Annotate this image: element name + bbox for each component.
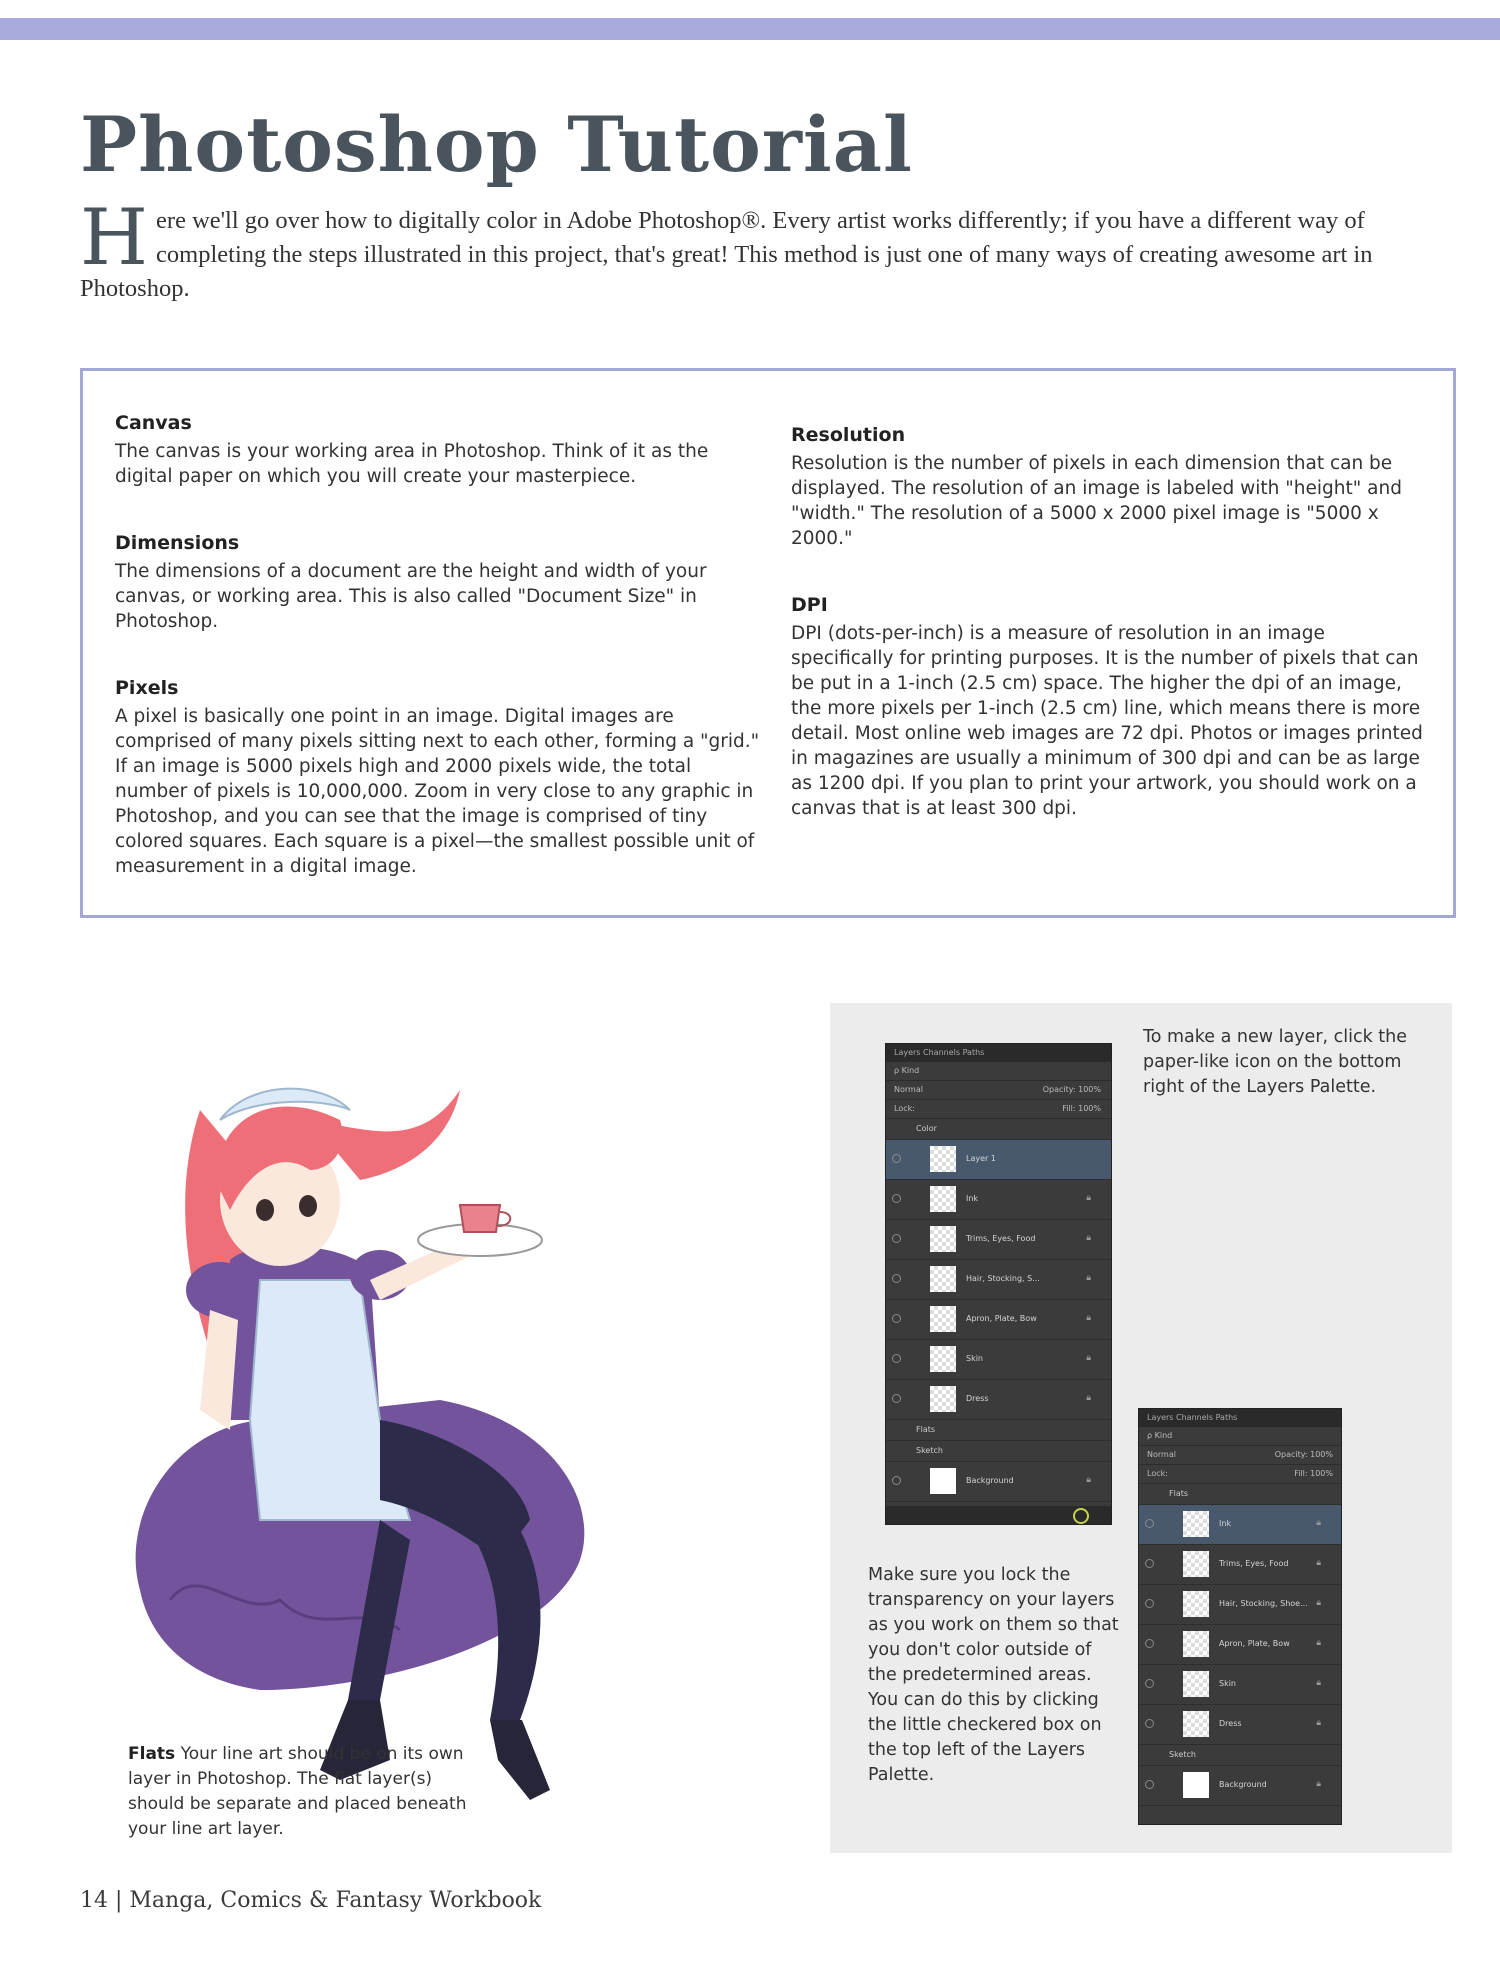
layers-palette-2 bbox=[1138, 1408, 1342, 1825]
lock-icon: 🔒︎ bbox=[1086, 1475, 1091, 1485]
lock-transparency-note: Make sure you lock the transparency on your layers as you work on them so that you don't color outside of the predetermined areas. You can do this by clicking the little checkered box on the top left of the Layers Palette. bbox=[868, 1565, 1119, 1785]
background-layer-row[interactable] bbox=[1139, 1766, 1341, 1806]
new-layer-icon[interactable] bbox=[1073, 1508, 1089, 1524]
layer-row[interactable] bbox=[1139, 1625, 1341, 1665]
eye-icon[interactable] bbox=[1145, 1780, 1154, 1789]
lock-icon: 🔒︎ bbox=[1316, 1638, 1321, 1648]
layer-name: Apron, Plate, Bow bbox=[1219, 1639, 1290, 1648]
palette-tabs[interactable]: Layers Channels Paths bbox=[886, 1044, 1111, 1062]
layer-thumbnail bbox=[1183, 1772, 1209, 1798]
layer-row[interactable] bbox=[886, 1340, 1111, 1380]
layer-name: Skin bbox=[1219, 1679, 1237, 1688]
lock-icon: 🔒︎ bbox=[1086, 1393, 1091, 1403]
lock-row bbox=[886, 1100, 1111, 1119]
layer-name: Dress bbox=[1219, 1719, 1242, 1728]
layer-name: Hair, Stocking, Shoe... bbox=[1219, 1599, 1308, 1608]
background-layer-row[interactable] bbox=[886, 1462, 1111, 1502]
layer-thumbnail bbox=[930, 1226, 956, 1252]
layer-group-sketch[interactable]: Sketch bbox=[1139, 1745, 1341, 1766]
caption-bold-label: Flats bbox=[128, 1744, 176, 1764]
blend-mode-select[interactable]: Normal bbox=[1147, 1450, 1176, 1459]
top-accent-bar bbox=[0, 18, 1500, 40]
layer-thumbnail bbox=[930, 1146, 956, 1172]
layer-row[interactable] bbox=[886, 1220, 1111, 1260]
lock-label: Lock: bbox=[894, 1104, 915, 1113]
layer-thumbnail bbox=[930, 1306, 956, 1332]
caption-text: Your line art should be on its own layer in Photoshop. The flat layer(s) should be separate and placed beneath your line art layer. bbox=[128, 1744, 467, 1839]
lock-icon: 🔒︎ bbox=[1086, 1273, 1091, 1283]
palette-tabs[interactable]: Layers Channels Paths bbox=[1139, 1409, 1341, 1427]
layer-name: Dress bbox=[966, 1394, 989, 1403]
eye-icon[interactable] bbox=[892, 1476, 901, 1485]
definition-term: Canvas bbox=[115, 412, 192, 434]
maid-illustration bbox=[80, 1000, 780, 1830]
layer-row[interactable] bbox=[1139, 1705, 1341, 1745]
fill-field[interactable]: Fill: 100% bbox=[1062, 1104, 1101, 1113]
definition-text: The dimensions of a document are the height and width of your canvas, or working area. This is also called "Document Size" in Photoshop. bbox=[115, 561, 707, 632]
layer-list bbox=[886, 1140, 1111, 1420]
blend-mode-row bbox=[886, 1081, 1111, 1100]
eye-icon[interactable] bbox=[1145, 1639, 1154, 1648]
lock-icon: 🔒︎ bbox=[1086, 1313, 1091, 1323]
layer-name: Apron, Plate, Bow bbox=[966, 1314, 1037, 1323]
definitions-right-column bbox=[791, 423, 1431, 863]
layer-row[interactable] bbox=[886, 1300, 1111, 1340]
layer-name: Background bbox=[966, 1476, 1014, 1485]
layer-name: Ink bbox=[966, 1194, 979, 1203]
opacity-field[interactable]: Opacity: 100% bbox=[1274, 1450, 1333, 1459]
lock-icon: 🔒︎ bbox=[1316, 1678, 1321, 1688]
definition-canvas bbox=[115, 411, 765, 489]
layer-group-flats[interactable]: Flats bbox=[1139, 1484, 1341, 1505]
kind-filter[interactable]: ρ Kind bbox=[886, 1062, 1111, 1081]
eye-icon[interactable] bbox=[892, 1354, 901, 1363]
lock-row bbox=[1139, 1465, 1341, 1484]
layer-name: Trims, Eyes, Food bbox=[966, 1234, 1036, 1243]
eye-icon[interactable] bbox=[892, 1154, 901, 1163]
eye-icon[interactable] bbox=[892, 1274, 901, 1283]
drop-cap: H bbox=[80, 193, 149, 283]
definitions-left-column bbox=[115, 411, 765, 921]
layer-row[interactable] bbox=[1139, 1505, 1341, 1545]
layer-row[interactable] bbox=[1139, 1545, 1341, 1585]
definition-term: Pixels bbox=[115, 677, 179, 699]
eye-icon[interactable] bbox=[892, 1394, 901, 1403]
blend-mode-select[interactable]: Normal bbox=[894, 1085, 923, 1094]
layer-thumbnail bbox=[1183, 1631, 1209, 1657]
intro-text: ere we'll go over how to digitally color in Adobe Photoshop®. Every artist works differently; if you have a different way of completing the steps illustrated in this project, that's great! This method is just one of many ways of creating awesome art in Photoshop. bbox=[80, 207, 1373, 302]
screenshots-panel bbox=[830, 1003, 1452, 1853]
eye-icon[interactable] bbox=[892, 1194, 901, 1203]
blend-mode-row bbox=[1139, 1446, 1341, 1465]
layer-thumbnail bbox=[930, 1468, 956, 1494]
layer-thumbnail bbox=[930, 1186, 956, 1212]
layer-group-flats[interactable]: Flats bbox=[886, 1420, 1111, 1441]
new-layer-note: To make a new layer, click the paper-like icon on the bottom right of the Layers Palette. bbox=[1143, 1027, 1408, 1097]
definitions-box bbox=[80, 368, 1456, 918]
layer-thumbnail bbox=[930, 1386, 956, 1412]
eye-icon[interactable] bbox=[1145, 1719, 1154, 1728]
definition-text: A pixel is basically one point in an image. Digital images are comprised of many pixels sitting next to each other, forming a "grid." If an image is 5000 pixels high and 2000 pixels wide, the total number of pixels is 10,000,000. Zoom in very close to any graphic in Photoshop, and you can see that the image is comprised of tiny colored squares. Each square is a pixel—the smallest possible unit of measurement in a digital image. bbox=[115, 706, 760, 877]
layer-name: Background bbox=[1219, 1780, 1267, 1789]
lock-icon: 🔒︎ bbox=[1316, 1558, 1321, 1568]
kind-filter[interactable]: ρ Kind bbox=[1139, 1427, 1341, 1446]
lock-icon: 🔒︎ bbox=[1086, 1233, 1091, 1243]
lock-label: Lock: bbox=[1147, 1469, 1168, 1478]
layer-thumbnail bbox=[1183, 1511, 1209, 1537]
definition-text: Resolution is the number of pixels in each dimension that can be displayed. The resolution of an image is labeled with "height" and "width." The resolution of a 5000 x 2000 pixel image is "5000 x 2000." bbox=[791, 453, 1402, 549]
definition-dpi bbox=[791, 593, 1431, 821]
layer-row[interactable] bbox=[886, 1260, 1111, 1300]
fill-field[interactable]: Fill: 100% bbox=[1294, 1469, 1333, 1478]
eye-icon[interactable] bbox=[892, 1234, 901, 1243]
lock-icon: 🔒︎ bbox=[1316, 1518, 1321, 1528]
layer-row[interactable] bbox=[886, 1380, 1111, 1420]
page-title: Photoshop Tutorial bbox=[80, 100, 913, 189]
layer-thumbnail bbox=[930, 1266, 956, 1292]
layer-thumbnail bbox=[1183, 1551, 1209, 1577]
intro-paragraph bbox=[80, 193, 1460, 306]
eye-icon[interactable] bbox=[1145, 1679, 1154, 1688]
definition-term: Resolution bbox=[791, 424, 906, 446]
layer-name: Skin bbox=[966, 1354, 984, 1363]
eye-icon[interactable] bbox=[1145, 1559, 1154, 1568]
opacity-field[interactable]: Opacity: 100% bbox=[1042, 1085, 1101, 1094]
layer-row[interactable] bbox=[1139, 1585, 1341, 1625]
layer-name: Trims, Eyes, Food bbox=[1219, 1559, 1289, 1568]
definition-dimensions bbox=[115, 531, 765, 634]
definition-text: DPI (dots-per-inch) is a measure of resolution in an image specifically for printing purposes. It is the number of pixels that can be put in a 1-inch (2.5 cm) space. The higher the dpi of an image, the more pixels per 1-inch (2.5 cm) line, which means there is more detail. Most online web images are 72 dpi. Photos or images printed in magazines are usually a minimum of 300 dpi and can be as large as 1200 dpi. If you plan to print your artwork, you should work on a canvas that is at least 300 dpi. bbox=[791, 623, 1423, 819]
layer-row[interactable] bbox=[886, 1140, 1111, 1180]
lock-icon: 🔒︎ bbox=[1316, 1718, 1321, 1728]
definition-text: The canvas is your working area in Photoshop. Think of it as the digital paper on which you will create your masterpiece. bbox=[115, 441, 709, 487]
layer-row[interactable] bbox=[1139, 1665, 1341, 1705]
layer-group-color[interactable]: Color bbox=[886, 1119, 1111, 1140]
layer-group-sketch[interactable]: Sketch bbox=[886, 1441, 1111, 1462]
lock-icon: 🔒︎ bbox=[1316, 1598, 1321, 1608]
layer-thumbnail bbox=[1183, 1591, 1209, 1617]
layer-name: Ink bbox=[1219, 1519, 1232, 1528]
eye-icon[interactable] bbox=[1145, 1519, 1154, 1528]
layer-row[interactable] bbox=[886, 1180, 1111, 1220]
layer-list bbox=[1139, 1505, 1341, 1745]
lock-icon: 🔒︎ bbox=[1086, 1193, 1091, 1203]
layer-thumbnail bbox=[930, 1346, 956, 1372]
lock-icon: 🔒︎ bbox=[1316, 1779, 1321, 1789]
layer-thumbnail bbox=[1183, 1711, 1209, 1737]
definition-pixels bbox=[115, 676, 765, 879]
flats-caption bbox=[128, 1742, 473, 1842]
definition-term: Dimensions bbox=[115, 532, 240, 554]
definition-term: DPI bbox=[791, 594, 828, 616]
lock-icon: 🔒︎ bbox=[1086, 1353, 1091, 1363]
eye-icon[interactable] bbox=[892, 1314, 901, 1323]
definition-resolution bbox=[791, 423, 1431, 551]
palette-footer bbox=[886, 1506, 1111, 1524]
page-footer: 14 | Manga, Comics & Fantasy Workbook bbox=[80, 1888, 542, 1913]
layers-palette-1 bbox=[885, 1043, 1112, 1525]
layer-name: Hair, Stocking, S... bbox=[966, 1274, 1040, 1283]
eye-icon[interactable] bbox=[1145, 1599, 1154, 1608]
layer-thumbnail bbox=[1183, 1671, 1209, 1697]
layer-name: Layer 1 bbox=[966, 1154, 996, 1163]
